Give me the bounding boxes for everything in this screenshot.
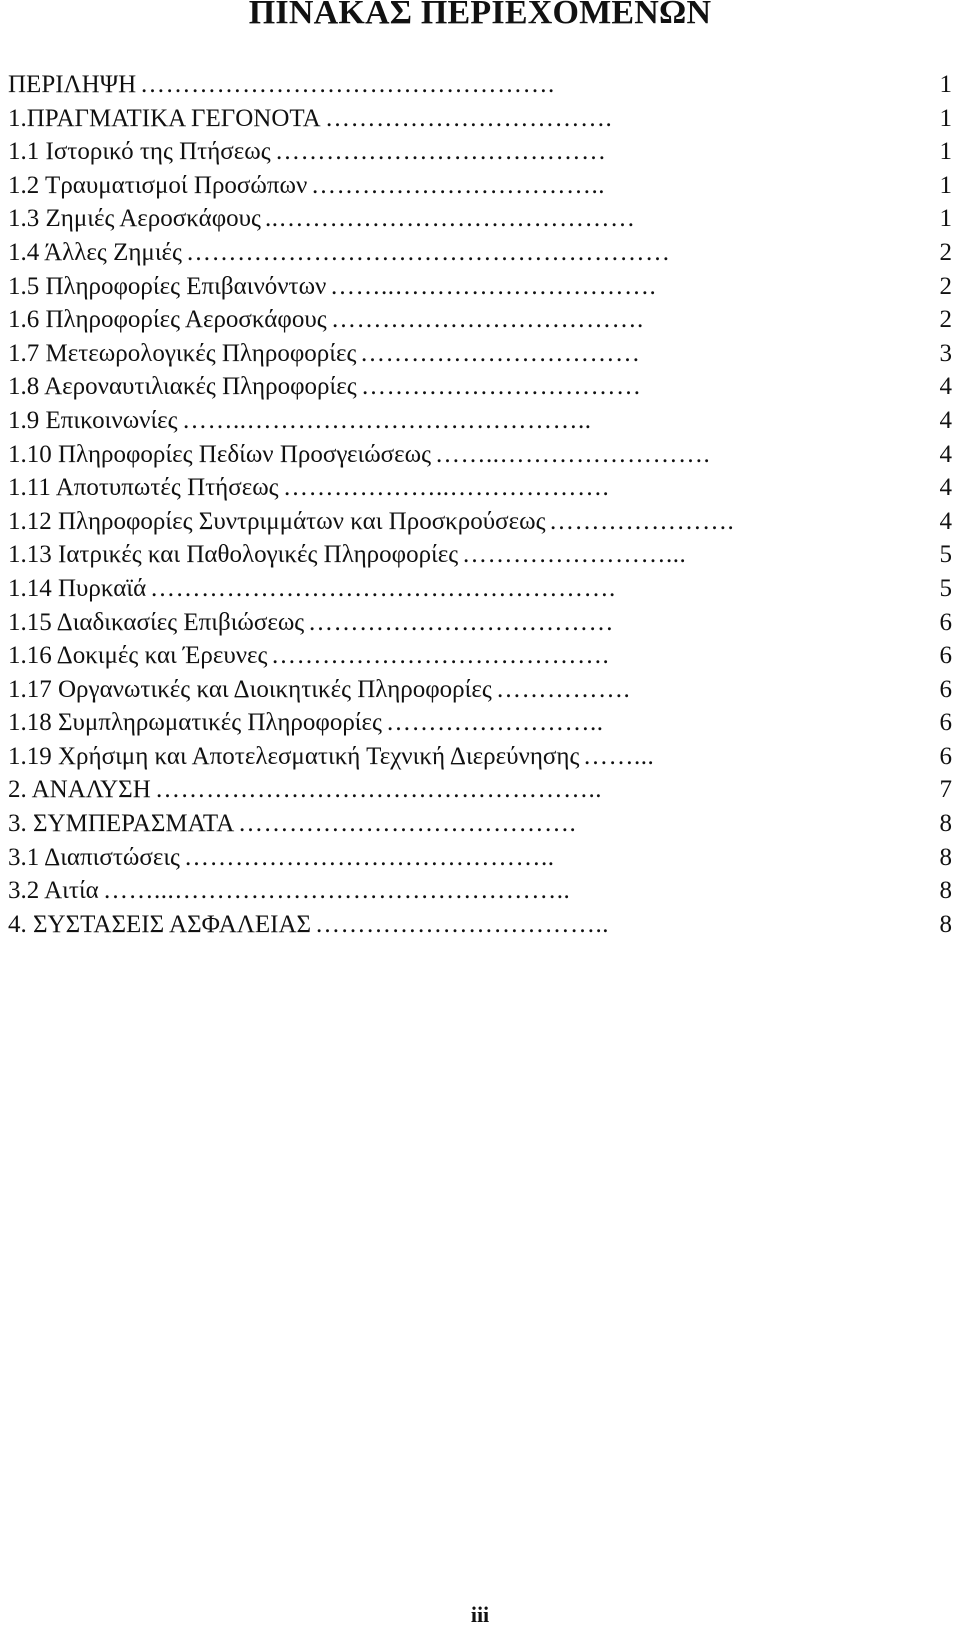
toc-entry-leader: ……..………………………………….. [182,406,592,434]
toc-entry-page-number: 4 [939,474,952,502]
toc-entry-page-number: 6 [939,642,952,670]
toc-entry-title: 1.14 Πυρκαϊά [8,574,147,602]
toc-entry-leader: …………………………………. [238,810,577,838]
page-number-footer: iii [470,1602,490,1627]
toc-entry-title: 1.12 Πληροφορίες Συντριμμάτων και Προσκρούσεως [8,507,546,535]
toc-entry-page-number: 8 [939,843,952,871]
toc-entry-title: ΠΕΡΙΛΗΨΗ [8,71,137,98]
toc-entry [8,908,960,942]
toc-entry [8,370,960,404]
toc-entry-leader: …………………………………….. [184,843,555,871]
toc-entry-title: 1.16 Δοκιμές και Έρευνες [8,642,268,670]
toc-entry-page-number: 8 [939,877,952,905]
toc-entry-title: 1.6 Πληροφορίες Αεροσκάφους [8,306,327,334]
toc-entry-title: 1.15 Διαδικασίες Επιβιώσεως [8,608,305,636]
toc-entry-title: 1.10 Πληροφορίες Πεδίων Προσγειώσεως [8,440,431,468]
toc-entry-leader: ……………………………… [308,608,614,636]
toc-entry-page-number: 4 [939,440,952,468]
toc-entry-leader: ……...……………………………………….. [103,877,571,905]
toc-entry-title: 1.18 Συμπληρωματικές Πληροφορίες [8,709,382,737]
toc-entry-page-number: 6 [939,608,952,636]
toc-entry-leader: …………………………… [360,339,641,367]
toc-entry-leader: ………………..………………. [283,474,610,502]
toc-entry-title: 1.4 Άλλες Ζημιές [8,238,182,266]
toc-entry-leader: ..…………………………………… [265,205,636,233]
toc-entry-page-number: 2 [939,272,952,300]
toc-entry [8,404,960,438]
toc-entry-leader: …………………………… [361,373,642,401]
toc-entry-title: 1.13 Ιατρικές και Παθολογικές Πληροφορίες [8,541,459,569]
toc-entry [8,740,960,774]
toc-entry-title: 1.2 Τραυματισμοί Προσώπων [8,171,308,199]
toc-entry-title: 3. ΣΥΜΠΕΡΑΣΜΑΤΑ [8,810,235,838]
toc-entry-title: 1.3 Ζημιές Αεροσκάφους [8,205,261,233]
toc-entry-page-number: 2 [939,238,952,266]
toc-entry [8,236,960,270]
page-title: ΠΙΝΑΚΑΣ ΠΕΡΙΕΧΟΜΕΝΩΝ [248,0,712,31]
toc-entry-page-number: 6 [939,675,952,703]
toc-entry [8,874,960,908]
toc-entry [8,438,960,472]
toc-entry-title: 1.7 Μετεωρολογικές Πληροφορίες [8,339,357,367]
toc-entry-leader: …………………………………………….. [155,776,602,804]
toc-entry [8,639,960,673]
table-of-contents [8,68,960,941]
toc-entry-page-number: 5 [939,541,952,569]
toc-entry-leader: ……………. [496,675,631,703]
toc-entry [8,303,960,337]
toc-entry-title: 1.17 Οργανωτικές και Διοικητικές Πληροφορίες [8,675,492,703]
toc-entry-page-number: 8 [939,810,952,838]
toc-entry [8,202,960,236]
toc-entry [8,841,960,875]
toc-entry-leader: ………………………………. [331,306,644,334]
toc-entry-leader: …………………………………. [271,642,610,670]
toc-entry [8,505,960,539]
toc-entry-page-number: 3 [939,339,952,367]
toc-entry-title: 3.1 Διαπιστώσεις [8,843,180,871]
toc-entry [8,538,960,572]
toc-entry-title: 2. ΑΝΑΛΥΣΗ [8,776,151,804]
toc-entry [8,135,960,169]
toc-entry-leader: ……………………... [462,541,687,569]
toc-entry-leader: ……………………………. [325,104,613,132]
toc-entry-leader: …………………….. [386,709,604,737]
toc-entry-page-number: 1 [939,205,952,233]
toc-entry-page-number: 4 [939,507,952,535]
toc-entry-page-number: 6 [939,709,952,737]
toc-entry [8,606,960,640]
toc-entry-title: 1.11 Αποτυπωτές Πτήσεως [8,474,279,502]
toc-entry-page-number: 2 [939,306,952,334]
toc-entry-page-number: 4 [939,406,952,434]
toc-entry-leader: ………………………………………………… [186,238,671,266]
toc-entry-title: 4. ΣΥΣΤΑΣΕΙΣ ΑΣΦΑΛΕΙΑΣ [8,910,312,938]
toc-entry [8,471,960,505]
toc-entry-page-number: 4 [939,373,952,401]
toc-entry [8,68,960,102]
toc-entry [8,102,960,136]
toc-entry-page-number: 5 [939,574,952,602]
toc-entry [8,270,960,304]
toc-entry-leader: …………………………….. [315,910,609,938]
toc-entry-page-number: 1 [939,171,952,199]
toc-entry [8,169,960,203]
toc-entry [8,807,960,841]
toc-entry [8,572,960,606]
toc-entry-leader: ……... [583,742,655,770]
toc-entry-leader: ……..…………………………. [330,272,657,300]
toc-entry-page-number: 8 [939,910,952,938]
toc-entry-page-number: 6 [939,742,952,770]
toc-entry-leader: …………………………….. [311,171,605,199]
toc-entry-leader: ………………………………… [275,138,607,166]
toc-entry-title: 1.ΠΡΑΓΜΑΤΙΚΑ ΓΕΓΟΝΟΤΑ [8,104,321,132]
toc-entry-leader: ………………………………………………. [150,574,616,602]
toc-entry-leader: …………………………………………. [140,71,555,98]
toc-entry-page-number: 1 [939,138,952,166]
toc-entry-title: 1.9 Επικοινωνίες [8,406,178,434]
toc-entry [8,706,960,740]
toc-entry [8,337,960,371]
toc-entry [8,673,960,707]
toc-entry-title: 1.1 Ιστορικό της Πτήσεως [8,138,271,166]
toc-entry-page-number: 1 [939,71,952,98]
toc-entry-title: 1.19 Χρήσιμη και Αποτελεσματική Τεχνική Διερεύνησης [8,742,580,770]
toc-entry-title: 3.2 Αιτία [8,877,99,905]
toc-entry-leader: …………………. [549,507,735,535]
toc-entry-page-number: 7 [939,776,952,804]
toc-entry-title: 1.5 Πληροφορίες Επιβαινόντων [8,272,327,300]
toc-entry-title: 1.8 Αεροναυτιλιακές Πληροφορίες [8,373,357,401]
toc-entry [8,773,960,807]
toc-entry-leader: ……..……………………. [435,440,711,468]
toc-entry-page-number: 1 [939,104,952,132]
